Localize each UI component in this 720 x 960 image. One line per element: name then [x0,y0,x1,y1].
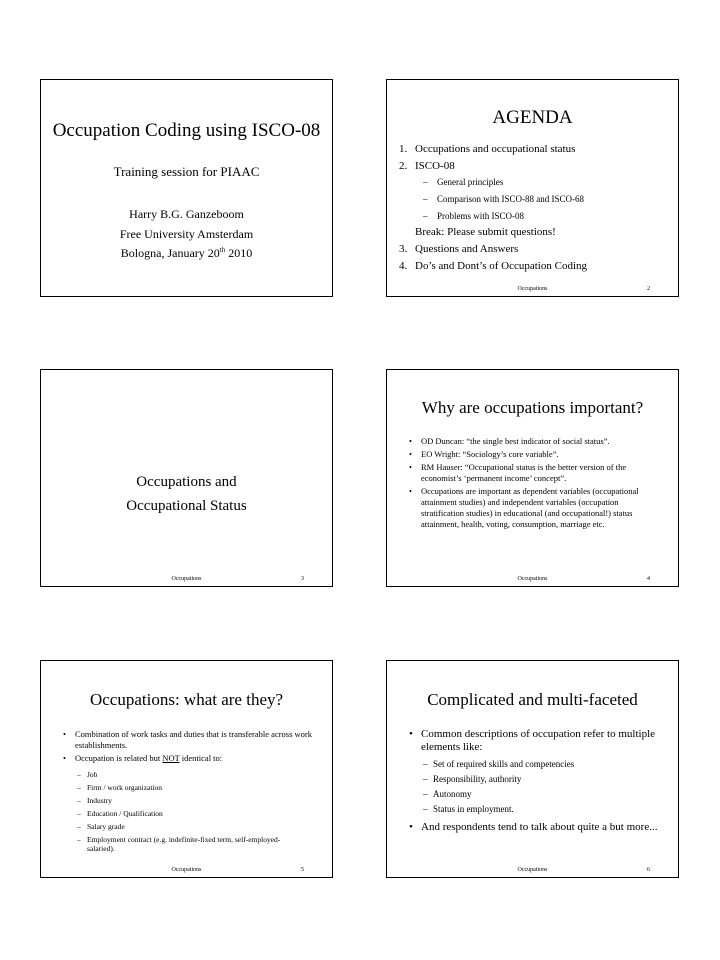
list-item: • Occupations are important as dependent variables (occupational attainment studies) and independent variables (occupation stratification studies) in educational (and occupational!) status attainment, health, voting, consumption, marriage etc. [409,486,659,530]
list-item: • And respondents tend to talk about quite a but more... [409,821,664,834]
list-item: – Salary grade [77,822,307,831]
agenda-subitem: – Comparison with ISCO-88 and ISCO-68 [423,194,584,204]
footer-label: Occupations [517,576,548,582]
footer-label: Occupations [171,576,202,582]
author-name: Harry B.G. Ganzeboom [129,207,244,221]
page-number: 3 [301,576,304,582]
slide-title: Occupations: what are they? [89,690,284,709]
agenda-list [399,143,674,273]
slide-title: AGENDA [492,107,573,128]
page-number: 2 [647,286,650,292]
page-number: 6 [647,867,650,873]
slide-6 [386,660,679,878]
footer-label: Occupations [517,286,548,292]
slide-2 [386,79,679,297]
slide-subtitle: Training session for PIAAC [113,164,260,179]
affiliation: Free University Amsterdam [119,227,254,241]
list-item: – Autonomy [423,789,663,800]
list-item: – Industry [77,796,307,805]
agenda-subitem: – Problems with ISCO-08 [423,211,525,221]
footer-label: Occupations [171,867,202,873]
not-emphasis: NOT [162,753,180,763]
agenda-item: 1. Occupations and occupational status [399,143,576,155]
list-item: – Employment contract (e.g. indefinite-fixed term, self-employed-salaried). [77,835,307,853]
list-item: – Education / Qualification [77,809,307,818]
list-item: – Responsibility, authority [423,774,663,785]
list-item: • RM Hauser: “Occupational status is the better version of the economist’s ‘permanent income’ concept”. [409,462,659,484]
slide-1 [40,79,333,297]
page-number: 4 [647,576,650,582]
slide-4 [386,369,679,587]
slide-title: Occupation Coding using ISCO-08 [52,120,321,141]
list-item: • Common descriptions of occupation refer to multiple elements like: [409,728,664,754]
date-suffix: 2010 [225,246,253,260]
slide-title: Complicated and multi-faceted [427,690,638,709]
list-item: • OD Duncan: “the single best indicator of social status”. [409,436,659,447]
agenda-item: 2. ISCO-08 [399,160,455,172]
agenda-item: 3. Questions and Answers [399,243,519,255]
agenda-item: 4. Do’s and Dont’s of Occupation Coding [399,260,588,272]
list-item: • EO Wright: “Sociology’s core variable”. [409,449,659,460]
bullet-list [63,729,313,765]
bullet-list [409,728,664,757]
agenda-sublist [399,177,674,221]
date-sup: th [219,246,226,254]
list-item: – Status in employment. [423,804,663,815]
slide-title: Why are occupations important? [421,398,644,417]
list-item: – Firm / work organization [77,783,307,792]
break-note: Break: Please submit questions! [415,226,556,238]
slide-3 [40,369,333,587]
date-line [41,246,332,261]
section-title-line1: Occupations and [136,474,237,490]
section-title-line2: Occupational Status [126,498,247,514]
bullet-list [409,436,659,532]
bullet-list-2 [409,821,664,837]
sub-list [423,759,663,819]
slide-5 [40,660,333,878]
sub-list [77,770,307,857]
page-number: 5 [301,867,304,873]
list-item: – Set of required skills and competencies [423,759,663,770]
list-item: • Occupation is related but NOT identical to: [63,753,313,764]
date-prefix: Bologna, January 20 [120,246,220,260]
footer-label: Occupations [517,867,548,873]
list-item: • Combination of work tasks and duties that is transferable across work establishments. [63,729,313,751]
list-item: – Job [77,770,307,779]
agenda-subitem: – General principles [423,177,504,187]
